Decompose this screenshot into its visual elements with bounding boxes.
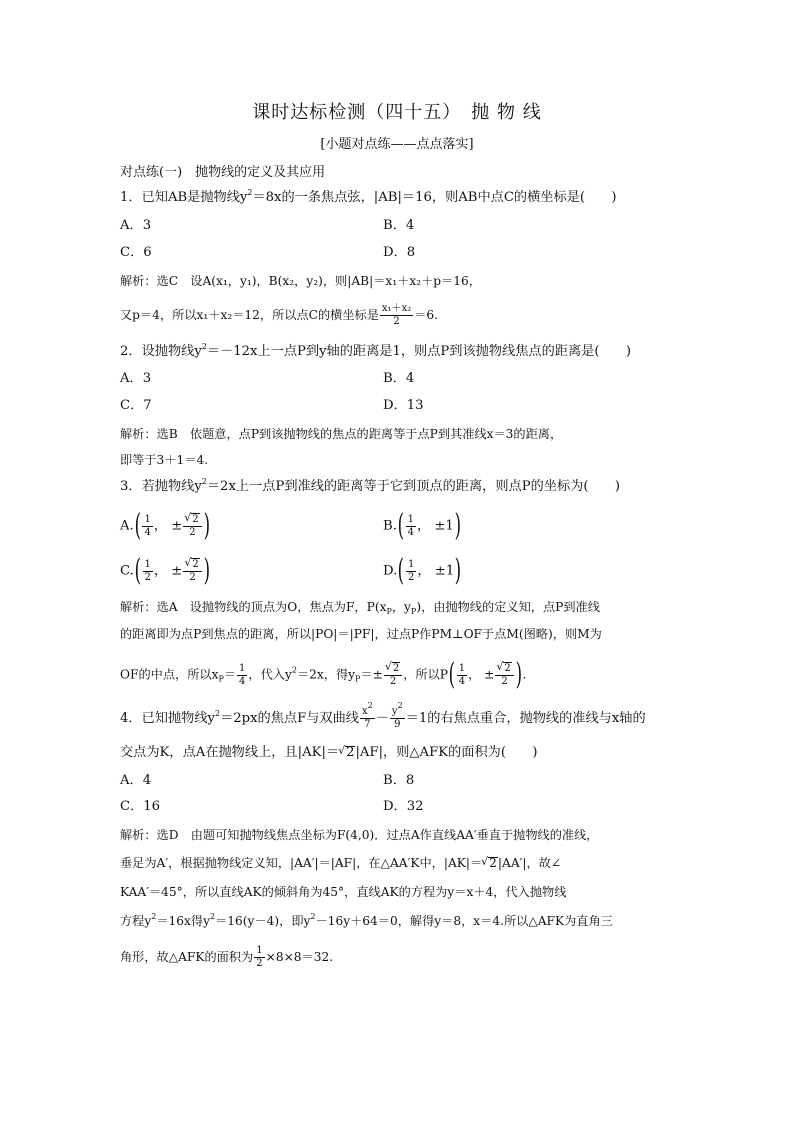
q4-solution-line-4: 方程$y^2=16x$得$y^2=16(y-4)$，即$y^2-16y+64=0$，解得y＝8，x＝4.所以△AFK为直角三 xyxy=(120,912,613,928)
q2-stem: 2．设抛物线$y^2=-12x$上一点P到y轴的距离是1，则点P到该抛物线焦点的距离是( ) xyxy=(120,342,632,359)
page-subtitle: [小题对点练——点点落实] xyxy=(320,137,474,152)
q3-solution-line-3: OF的中点，所以$x_P=$ $\frac{1}{4}$ ，代入$y^2=2x$，得$y_P=\pm$ √ $\frac{2}{2}$ ，所以P( $\frac{1}{4}$ ， ± √ $\frac{2}{2}$ ). xyxy=(120,660,526,690)
q3-stem: 3．若抛物线$y^2=2x$上一点P到准线的距离等于它到顶点的距离，则点P的坐标为( ) xyxy=(120,477,620,494)
fraction: $\frac{\text{x₁＋x₂}}{2}$ xyxy=(381,303,412,327)
q2-option-a: A．3 xyxy=(120,371,152,386)
q1-option-b: B．4 xyxy=(383,218,415,233)
q3-option-c: C.( $\frac{1}{2}$ ， ± √ $\frac{2}{2}$ ) xyxy=(120,556,210,586)
section-heading: 对点练(一) 抛物线的定义及其应用 xyxy=(120,165,326,180)
q4-option-c: C．16 xyxy=(120,799,161,814)
q4-stem-line-2: 交点为K，点A在抛物线上，且|AK|＝√ 2|AF|，则△AFK的面积为( ) xyxy=(120,744,538,762)
page-title: 课时达标检测（四十五） 抛 物 线 xyxy=(252,102,542,123)
q1-solution-line-1: 解析：选C 设A(x₁，y₁)，B(x₂，y₂)，则|AB|＝x₁＋x₂＋p＝16， xyxy=(120,274,481,288)
q2-option-b: B．4 xyxy=(383,371,415,386)
q3-option-a: A.( $\frac{1}{4}$ ， ± √ $\frac{2}{2}$ ) xyxy=(120,511,210,541)
q2-option-c: C．7 xyxy=(120,398,152,413)
q4-stem-line-1: 4．已知抛物线$y^2=2px$的焦点F与双曲线 $\frac{x^2}{7}$ － $\frac{y^2}{9}$ ＝1的右焦点重合，抛物线的准线与x轴的 xyxy=(120,701,646,730)
q4-option-a: A．4 xyxy=(120,773,152,788)
q1-option-c: C．6 xyxy=(120,245,152,260)
q3-option-d: D.( $\frac{1}{2}$ ， ±1) xyxy=(383,553,462,588)
q1-solution-line-2: 又p＝4，所以x₁＋x₂＝12，所以点C的横坐标是 $\frac{\text{x₁＋x₂}}{2}$ ＝6. xyxy=(120,303,439,327)
q1-option-a: A．3 xyxy=(120,218,152,233)
q2-option-d: D．13 xyxy=(383,398,424,413)
q4-option-d: D．32 xyxy=(383,799,424,814)
q2-solution-line-1: 解析：选B 依题意，点P到该抛物线的焦点的距离等于点P到其准线x＝3的距离， xyxy=(120,427,563,441)
q3-option-b: B.( $\frac{1}{4}$ ， ±1) xyxy=(383,508,461,543)
q1-option-d: D．8 xyxy=(383,245,416,260)
q4-solution-line-5: 角形，故△AFK的面积为 $\frac{1}{2}$ ×8×8＝32. xyxy=(120,945,334,969)
q4-solution-line-3: KAA′＝45°，所以直线AK的倾斜角为45°，直线AK的方程为y＝x＋4，代入抛物线 xyxy=(120,885,567,899)
q4-option-b: B．8 xyxy=(383,773,415,788)
q2-solution-line-2: 即等于3＋1＝4. xyxy=(120,453,209,467)
q4-solution-line-2: 垂足为A′，根据抛物线定义知，|AA′|＝|AF|，在△AA′K中，|AK|＝√ 2|AA′|，故∠ xyxy=(120,854,561,872)
q1-stem: 1．已知AB是抛物线$y^2=8x$的一条焦点弦，|AB|＝16，则AB中点C的横坐标是( ) xyxy=(120,188,617,205)
q3-solution-line-1: 解析：选A 设抛物线的顶点为O，焦点为F，$P(x_P$，$y_P$)，由抛物线的定义知，点P到准线 xyxy=(120,600,600,616)
q3-solution-line-2: 的距离即为点P到焦点的距离，所以|PO|＝|PF|，过点P作PM⊥OF于点M(图略)，则M为 xyxy=(120,627,602,641)
q4-solution-line-1: 解析：选D 由题可知抛物线焦点坐标为F(4,0)．过点A作直线AA′垂直于抛物线的准线， xyxy=(120,828,599,842)
